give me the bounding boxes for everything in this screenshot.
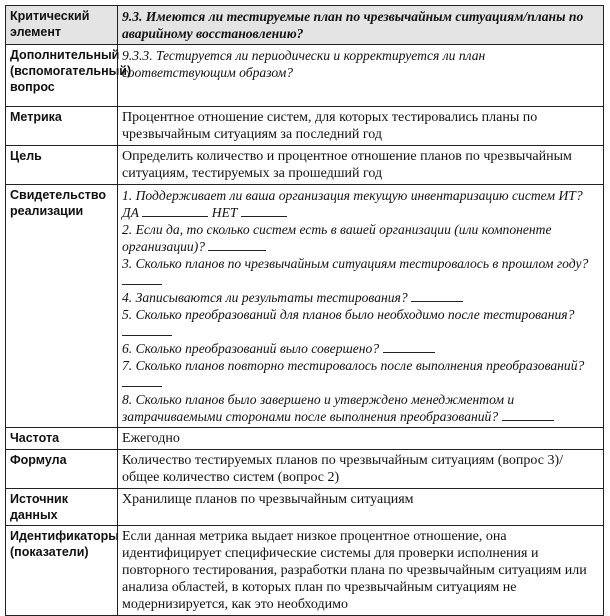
goal-value: Определить количество и процентное отношение планов по чрезвычайным ситуациям, тестируемых за прошедший год [118, 146, 604, 185]
data-source-label: Источник данных [6, 489, 118, 526]
evidence-value [118, 185, 604, 428]
metric-table [5, 5, 604, 616]
additional-question-value: 9.3.3. Тестируется ли периодически и корректируется ли план соответствующим образом? [118, 45, 604, 107]
evidence-question-1: 1. Поддерживает ли ваша организация текущую инвентаризацию систем ИТ? [122, 188, 583, 203]
row-data-source [6, 489, 604, 526]
evidence-question-5: 5. Сколько преобразований для планов было необходимо после тестирования? [122, 306, 599, 340]
critical-element-label: Критический элемент [6, 6, 118, 45]
additional-question-label: Дополнительный (вспомогательный) вопрос [6, 45, 118, 107]
row-metric [6, 107, 604, 146]
metric-label: Метрика [6, 107, 118, 146]
goal-label: Цель [6, 146, 118, 185]
row-goal [6, 146, 604, 185]
row-indicators [6, 526, 604, 616]
evidence-question-6: 6. Сколько преобразований выло совершено? [122, 340, 599, 357]
frequency-label: Частота [6, 428, 118, 450]
evidence-question-8: 8. Сколько планов было завершено и утверждено менеджментом и затрачиваемыми сторонами после выполнения преобразований? [122, 391, 599, 425]
evidence-question-1-answer: ДА НЕТ [122, 204, 599, 221]
row-additional-question [6, 45, 604, 107]
formula-value: Количество тестируемых планов по чрезвычайным ситуациям (вопрос 3)/общее количество систем (вопрос 2) [118, 450, 604, 489]
evidence-question-4: 4. Записываются ли результаты тестирования? [122, 289, 599, 306]
evidence-question-3: 3. Сколько планов по чрезвычайным ситуациям тестировалось в прошлом году? [122, 255, 599, 289]
row-frequency [6, 428, 604, 450]
evidence-label: Свидетельство реализации [6, 185, 118, 428]
evidence-question-2: 2. Если да, то сколько систем есть в вашей организации (или компоненте организации)? [122, 222, 552, 254]
data-source-value: Хранилище планов по чрезвычайным ситуациям [118, 489, 604, 526]
row-formula [6, 450, 604, 489]
indicators-value: Если данная метрика выдает низкое процентное отношение, она идентифицирует специфические системы для проверки исполнения и повторного тестирования, разработки плана по чрезвычайным ситуациям или анализа областей, в которых план по чрезвычайным ситуациям не модернизируется, как это необходимо [118, 526, 604, 616]
formula-label: Формула [6, 450, 118, 489]
frequency-value: Ежегодно [118, 428, 604, 450]
row-evidence [6, 185, 604, 428]
evidence-question-7: 7. Сколько планов повторно тестировалось после выполнения преобразований? [122, 357, 599, 391]
row-critical-element [6, 6, 604, 45]
critical-element-value: 9.3. Имеются ли тестируемые план по чрезвычайным ситуациям/планы по аварийному восстановлению? [118, 6, 604, 45]
indicators-label: Идентификаторы (показатели) [6, 526, 118, 616]
metric-value: Процентное отношение систем, для которых тестировались планы по чрезвычайным ситуациям за последний год [118, 107, 604, 146]
